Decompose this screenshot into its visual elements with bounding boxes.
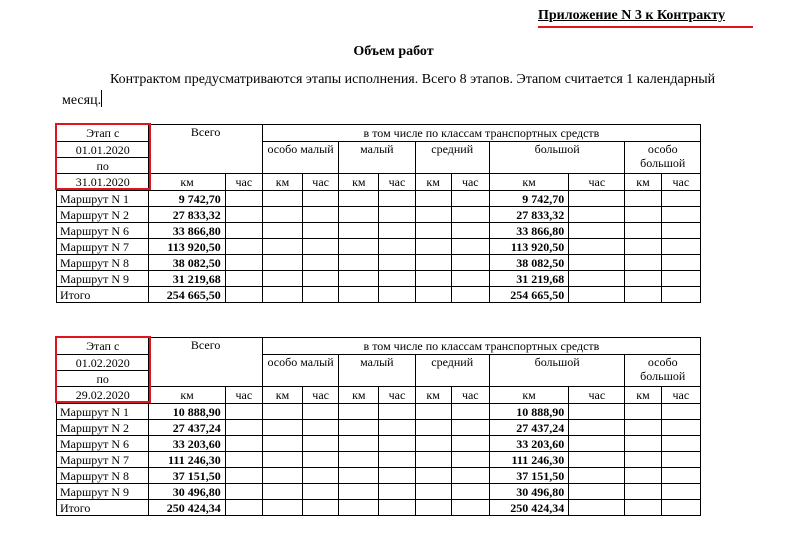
route-row [57,484,701,500]
route-name: Маршрут N 7 [57,239,149,255]
route-total-km: 27 833,32 [149,207,225,223]
grand-total-km: 254 665,50 [149,287,225,303]
route-total-km: 33 866,80 [149,223,225,239]
hours-header: час [303,387,339,404]
route-large-km: 9 742,70 [489,191,568,207]
route-name: Маршрут N 8 [57,468,149,484]
km-header: км [339,387,379,404]
document-title: Объем работ [353,44,434,59]
intro-paragraph[interactable] [62,70,727,111]
route-name: Маршрут N 1 [57,191,149,207]
km-header: км [262,174,302,191]
km-header: км [149,387,225,404]
route-name: Маршрут N 7 [57,452,149,468]
stage-date-from: 01.02.2020 [57,355,149,371]
route-large-km: 111 246,30 [489,452,568,468]
stage-table [56,124,701,303]
route-name: Маршрут N 9 [57,484,149,500]
hours-header: час [303,174,339,191]
km-header: км [149,174,225,191]
km-header: км [262,387,302,404]
stage-by: по [57,158,149,174]
class-medium: средний [415,355,489,387]
route-row [57,191,701,207]
route-row [57,452,701,468]
route-name: Маршрут N 1 [57,404,149,420]
hours-header: час [569,387,625,404]
route-large-km: 27 437,24 [489,420,568,436]
route-total-km: 30 496,80 [149,484,225,500]
class-extra-small: особо малый [262,142,338,174]
grand-total-km: 250 424,34 [149,500,225,516]
route-name: Маршрут N 2 [57,207,149,223]
route-total-km: 27 437,24 [149,420,225,436]
class-large: большой [489,355,625,387]
total-header: Всего [149,338,262,387]
km-header: км [625,174,661,191]
route-large-km: 31 219,68 [489,271,568,287]
grand-total-large-km: 250 424,34 [489,500,568,516]
class-extra-large: особо большой [625,142,701,174]
stage-date-to: 29.02.2020 [57,387,149,404]
total-label: Итого [57,287,149,303]
class-extra-small: особо малый [262,355,338,387]
km-header: км [489,387,568,404]
appendix-heading: Приложение N 3 к Контракту [538,8,726,23]
appendix-underline-highlight [538,26,753,28]
route-total-km: 111 246,30 [149,452,225,468]
route-total-km: 31 219,68 [149,271,225,287]
hours-header: час [379,387,415,404]
class-large: большой [489,142,625,174]
total-row [57,500,701,516]
total-label: Итого [57,500,149,516]
route-large-km: 33 866,80 [489,223,568,239]
hours-header: час [661,174,700,191]
hours-header: час [661,387,700,404]
class-medium: средний [415,142,489,174]
km-header: км [625,387,661,404]
route-large-km: 33 203,60 [489,436,568,452]
route-row [57,468,701,484]
route-large-km: 10 888,90 [489,404,568,420]
route-large-km: 38 082,50 [489,255,568,271]
route-name: Маршрут N 6 [57,223,149,239]
route-row [57,255,701,271]
stage-by: по [57,371,149,387]
route-large-km: 30 496,80 [489,484,568,500]
hours-header: час [225,174,262,191]
km-header: км [415,174,451,191]
route-large-km: 27 833,32 [489,207,568,223]
route-row [57,271,701,287]
route-row [57,420,701,436]
class-small: малый [339,355,415,387]
route-row [57,223,701,239]
hours-header: час [225,387,262,404]
route-name: Маршрут N 2 [57,420,149,436]
km-header: км [489,174,568,191]
route-row [57,239,701,255]
total-row [57,287,701,303]
route-total-km: 9 742,70 [149,191,225,207]
stage-label: Этап с [57,125,149,142]
class-small: малый [339,142,415,174]
route-row [57,207,701,223]
including-header: в том числе по классам транспортных средств [262,338,700,355]
class-extra-large: особо большой [625,355,701,387]
including-header: в том числе по классам транспортных средств [262,125,700,142]
grand-total-large-km: 254 665,50 [489,287,568,303]
route-row [57,404,701,420]
route-large-km: 37 151,50 [489,468,568,484]
stage-table [56,337,701,516]
route-large-km: 113 920,50 [489,239,568,255]
route-total-km: 38 082,50 [149,255,225,271]
stage-label: Этап с [57,338,149,355]
intro-text: Контрактом предусматриваются этапы исполнения. Всего 8 этапов. Этапом считается 1 календарный месяц. [62,72,716,108]
hours-header: час [451,387,489,404]
route-name: Маршрут N 8 [57,255,149,271]
route-total-km: 10 888,90 [149,404,225,420]
route-name: Маршрут N 9 [57,271,149,287]
stage-date-to: 31.01.2020 [57,174,149,191]
km-header: км [415,387,451,404]
text-cursor [101,90,102,107]
route-name: Маршрут N 6 [57,436,149,452]
km-header: км [339,174,379,191]
hours-header: час [451,174,489,191]
hours-header: час [379,174,415,191]
route-total-km: 113 920,50 [149,239,225,255]
hours-header: час [569,174,625,191]
route-total-km: 33 203,60 [149,436,225,452]
stage-date-from: 01.01.2020 [57,142,149,158]
total-header: Всего [149,125,262,174]
route-total-km: 37 151,50 [149,468,225,484]
route-row [57,436,701,452]
